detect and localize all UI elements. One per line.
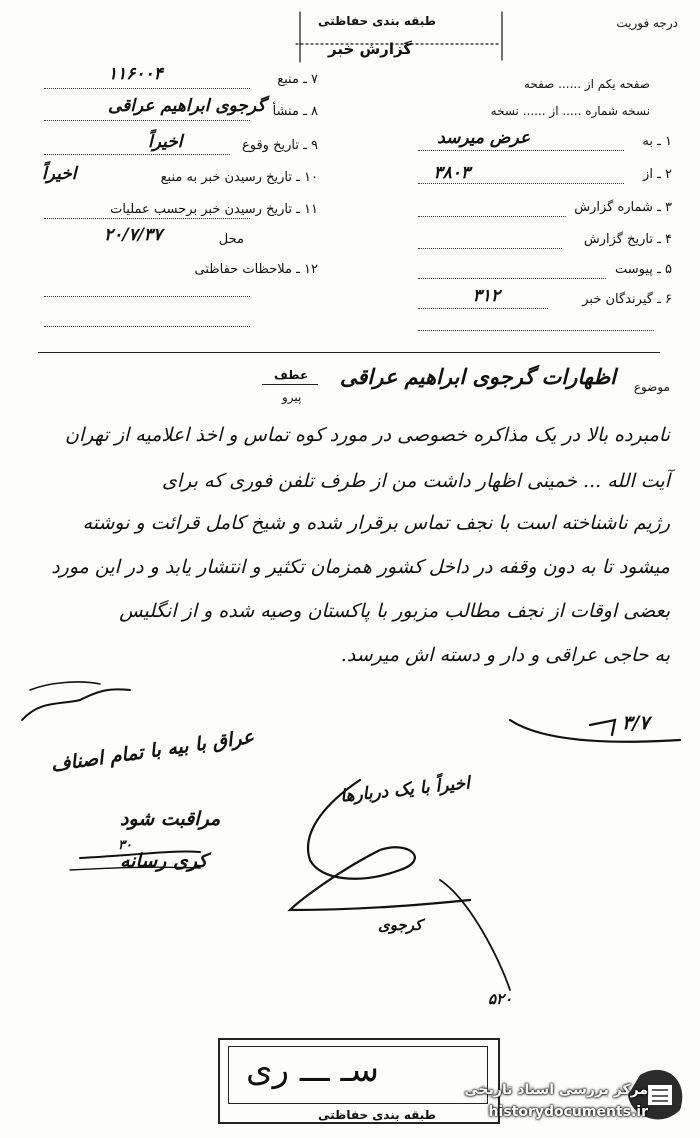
field-extra-line — [418, 330, 654, 331]
field-occurrence-line — [44, 154, 230, 155]
field-to-label: ۱ ـ به — [642, 134, 672, 149]
body-line-2: آیت الله ... خمینی اظهار داشت من از طرف تلفن فوری که برای — [162, 470, 670, 492]
field-from-label: ۲ ـ از — [643, 167, 672, 182]
annotation-5: اخیراً با یک دربارها — [339, 773, 471, 807]
security-notes-line-2 — [44, 326, 250, 327]
field-arrival-source-label: ۱۰ ـ تاریخ رسیدن خبر به منبع — [160, 170, 318, 185]
field-arrival-source-value: اخیراً — [42, 164, 77, 184]
ref-atf: عطف — [274, 368, 309, 382]
subject-value: اظهارات گرجوی ابراهیم عراقی — [339, 364, 616, 389]
body-line-6: به حاجی عراقی و دار و دسته اش میرسد. — [340, 644, 670, 666]
annotation-6: کرجوی — [378, 916, 423, 934]
body-line-3: رژیم ناشناخته است با نجف تماس برقرار شده و شیخ کامل قرائت و نوشته — [82, 512, 670, 534]
field-to-value: عرض میرسد — [437, 128, 530, 148]
body-line-4: میشود تا به دون وقفه در داخل کشور همزمان تکثیر و انتشار یابد و در این مورد — [51, 556, 670, 578]
watermark-title: مرکز بررسی اسناد تاریخی — [464, 1082, 648, 1098]
field-origin-value: گرجوی ابراهیم عراقی — [108, 96, 266, 116]
secret-stamp-text: سـ ـــ ری — [246, 1050, 379, 1090]
annotation-4: ۳/۷ — [622, 712, 650, 734]
footer-classification: طبقه بندی حفاظتی — [318, 1108, 436, 1122]
section-divider — [38, 352, 660, 353]
field-origin-line — [44, 120, 250, 121]
field-occurrence-label: ۹ ـ تاریخ وقوع — [241, 138, 318, 153]
field-place-value: ۲۰/۷/۳۷ — [104, 225, 163, 245]
field-arrival-ops-label: ۱۱ ـ تاریخ رسیدن خبر برحسب عملیات — [110, 202, 318, 217]
field-report-no-line — [418, 216, 566, 217]
field-attachment-label: ۵ ـ پیوست — [615, 262, 672, 277]
annotation-8: ۳۰ — [118, 838, 132, 853]
field-report-date-label: ۴ ـ تاریخ گزارش — [583, 232, 672, 247]
field-occurrence-value: اخیراً — [148, 132, 183, 152]
security-notes-line-1 — [44, 296, 250, 297]
watermark-url: historydocuments.ir — [488, 1104, 648, 1120]
field-from-line — [418, 183, 624, 184]
field-security-notes-label: ۱۲ ـ ملاحظات حفاظتی — [194, 262, 318, 277]
body-line-1: نامبرده بالا در یک مذاکره خصوصی در مورد کوه تماس و اخذ اعلامیه از تهران — [65, 424, 670, 446]
field-recipients-label: ۶ ـ گیرندگان خبر — [582, 292, 672, 307]
field-source-value: ۱۱۶۰۰۴ — [108, 64, 163, 84]
field-attachment-line — [418, 278, 606, 279]
report-title: گزارش خبر — [328, 40, 413, 58]
subject-label: موضوع — [633, 380, 670, 394]
annotation-1: عراق با بیه با تمام اصناف — [49, 725, 256, 777]
page-of-pages: صفحه یکم از ...... صفحه — [523, 77, 650, 91]
copy-number: نسخه شماره ..... از ...... نسخه — [490, 104, 650, 118]
annotation-2: مراقبت شود — [120, 808, 221, 830]
field-origin-label: ۸ ـ منشأ — [272, 104, 318, 119]
field-source-label: ۷ ـ منبع — [277, 72, 318, 87]
field-arrival-ops-line — [44, 218, 250, 219]
field-recipients-value: ۳۱۲ — [472, 286, 500, 306]
field-to-line — [418, 150, 624, 151]
priority-label: درجه فوریت — [616, 16, 678, 30]
field-source-line — [44, 88, 250, 89]
field-report-date-line — [418, 248, 562, 249]
ref-peiro: پیرو — [282, 390, 302, 404]
annotation-7: ۵۲۰ — [488, 990, 513, 1008]
field-place-label: محل — [218, 232, 244, 247]
field-recipients-line — [418, 308, 548, 309]
body-line-5: بعضی اوقات از نجف مطالب مزبور با پاکستان وصیه شده و از انگلیس — [119, 600, 670, 622]
field-report-no-label: ۳ ـ شماره گزارش — [574, 200, 672, 215]
field-from-value: ۳۸۰۳ — [433, 163, 470, 183]
ref-underline — [262, 384, 318, 385]
classification-top: طبقه بندی حفاظتی — [318, 14, 436, 28]
annotation-3: کری رسانه — [120, 850, 208, 872]
